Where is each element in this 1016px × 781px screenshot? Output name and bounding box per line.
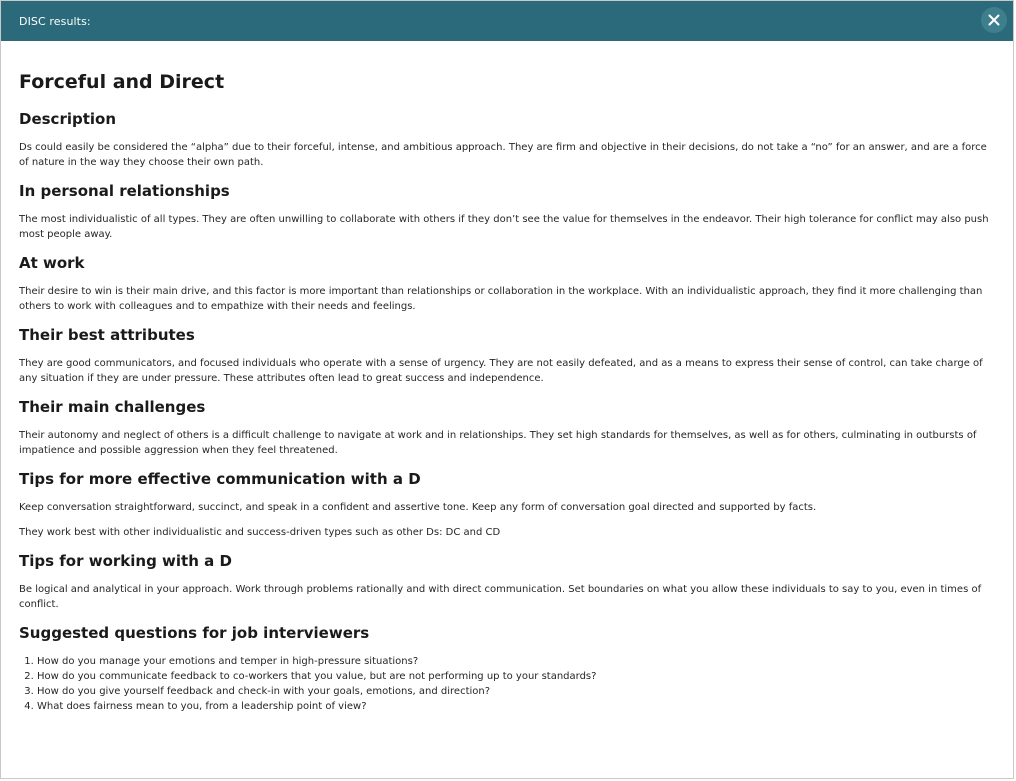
section-description — [19, 110, 995, 170]
section-communication-tips — [19, 470, 995, 540]
list-item: 2. How do you communicate feedback to co-workers that you value, but are not performing up to your standards? — [37, 669, 995, 684]
page-title: Forceful and Direct — [19, 71, 225, 93]
section-text: Keep conversation straightforward, succinct, and speak in a confident and assertive tone. Keep any form of conversation goal directed and supported by facts. — [19, 502, 817, 513]
section-best-attributes — [19, 326, 995, 386]
section-at-work — [19, 254, 995, 314]
list-item: 3. How do you give yourself feedback and check-in with your goals, emotions, and direction? — [37, 684, 995, 699]
list-item: 1. How do you manage your emotions and temper in high-pressure situations? — [37, 654, 995, 669]
section-heading: Tips for more effective communication with a D — [19, 470, 421, 488]
section-heading: Their best attributes — [19, 326, 195, 344]
section-working-tips — [19, 552, 995, 612]
section-text: Be logical and analytical in your approach. Work through problems rationally and with direct communication. Set boundaries on what you allow these individuals to say to you, even in times of conflict. — [19, 584, 982, 610]
section-heading: At work — [19, 254, 85, 272]
section-text: Their autonomy and neglect of others is a difficult challenge to navigate at work and in relationships. They set high standards for themselves, as well as for others, culminating in outbursts of impatience and possible aggression when they feel threatened. — [19, 430, 977, 456]
section-heading: Their main challenges — [19, 398, 206, 416]
section-text: Ds could easily be considered the “alpha” due to their forceful, intense, and ambitious approach. They are firm and objective in their decisions, do not take a “no” for an answer, and are a force of nature in the way they choose their own path. — [19, 142, 987, 168]
section-text: The most individualistic of all types. They are often unwilling to collaborate with others if they don’t see the value for themselves in the endeavor. Their high tolerance for conflict may also push most people away. — [19, 214, 989, 240]
section-main-challenges — [19, 398, 995, 458]
section-text-secondary: They work best with other individualistic and success-driven types such as other Ds: DC and CD — [19, 527, 501, 538]
section-interview-questions — [19, 624, 995, 714]
questions-list — [19, 654, 995, 714]
section-heading: Tips for working with a D — [19, 552, 232, 570]
section-text: They are good communicators, and focused individuals who operate with a sense of urgency. They are not easily defeated, and as a means to express their sense of control, can take charge of any situation if they are under pressure. These attributes often lead to great success and independence. — [19, 358, 983, 384]
close-icon — [988, 14, 1000, 26]
close-button[interactable] — [981, 7, 1007, 33]
list-item: 4. What does fairness mean to you, from a leadership point of view? — [37, 699, 995, 714]
section-heading: Suggested questions for job interviewers — [19, 624, 370, 642]
section-text: Their desire to win is their main drive, and this factor is more important than relationships or collaboration in the workplace. With an individualistic approach, they find it more challenging than others to work with colleagues and to empathize with their needs and feelings. — [19, 286, 983, 312]
section-heading: Description — [19, 110, 117, 128]
dialog-content — [1, 41, 1013, 714]
dialog-header — [1, 1, 1013, 41]
dialog-title: DISC results: — [19, 14, 91, 28]
section-personal-relationships — [19, 182, 995, 242]
section-heading: In personal relationships — [19, 182, 230, 200]
